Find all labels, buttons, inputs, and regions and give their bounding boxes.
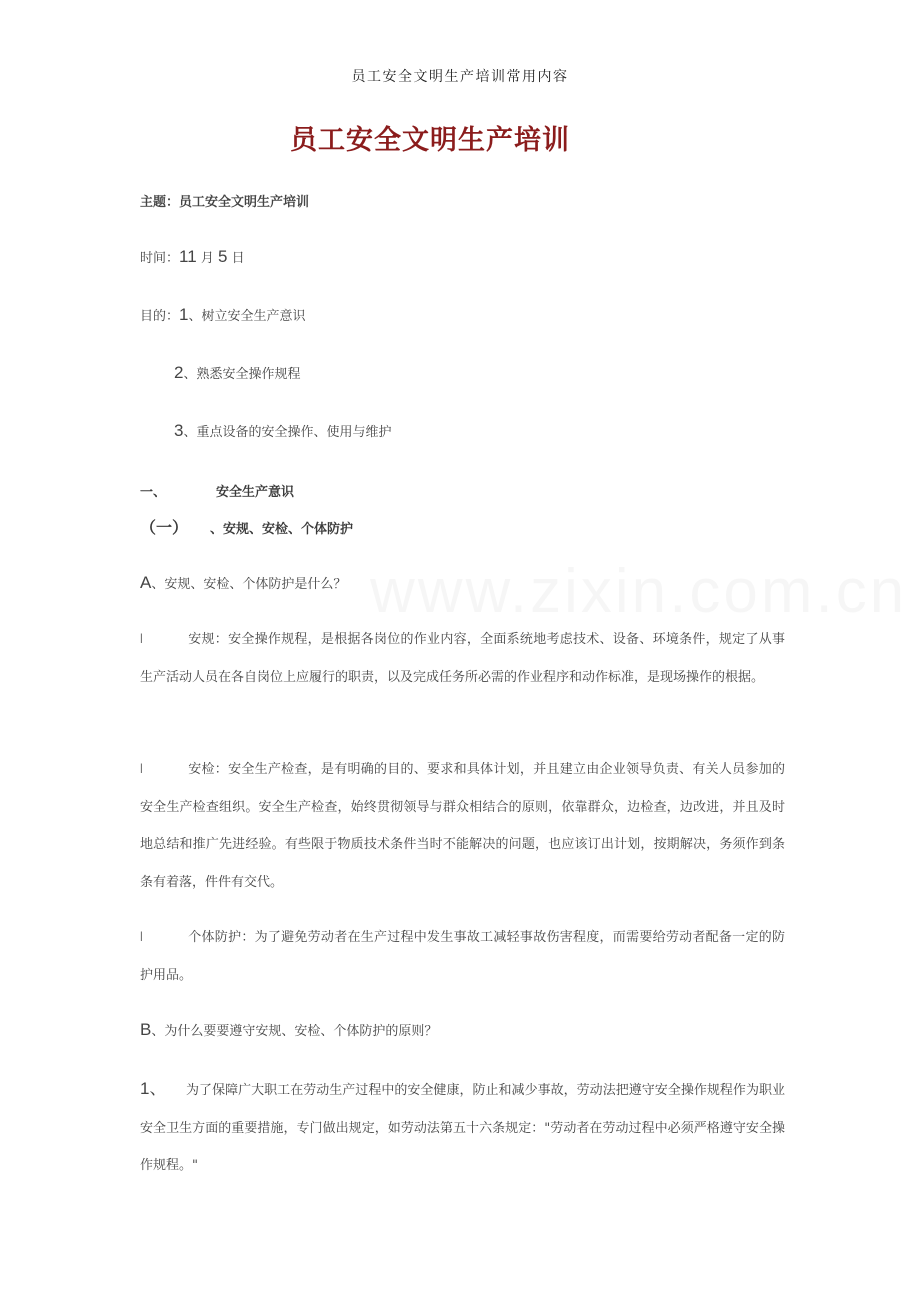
time-month-unit: 月 xyxy=(200,251,214,266)
subsection-heading xyxy=(140,515,353,538)
time-month: 11 xyxy=(179,247,197,266)
part-text: 、安规、安检、个体防护是什么？ xyxy=(151,577,347,592)
page-header-title: 员工安全文明生产培训常用内容 xyxy=(351,69,569,85)
part-letter: B xyxy=(140,1020,152,1039)
bullet-mark: l xyxy=(140,631,143,646)
bullet-paragraph-anguei xyxy=(140,620,785,696)
goal-line-1 xyxy=(140,305,306,325)
subsection-number: （一） xyxy=(140,518,189,537)
section-heading xyxy=(140,481,294,500)
time-label: 时间： xyxy=(140,251,180,266)
goal-num: 2 xyxy=(174,363,184,382)
part-text: 、为什么要要遵守安规、安检、个体防护的原则？ xyxy=(151,1024,438,1039)
theme-line: 主题：员工安全文明生产培训 xyxy=(140,195,310,210)
point-number: 1、 xyxy=(140,1079,167,1098)
goal-num: 3 xyxy=(174,421,184,440)
subsection-title: 、安规、安检、个体防护 xyxy=(210,522,354,537)
goal-text: 、树立安全生产意识 xyxy=(188,309,306,324)
bullet-paragraph-anjian xyxy=(140,750,785,901)
goal-num: 1 xyxy=(179,305,189,324)
time-day-unit: 日 xyxy=(231,251,245,266)
goal-text: 、重点设备的安全操作、使用与维护 xyxy=(183,425,392,440)
goal-text: 、熟悉安全操作规程 xyxy=(183,367,301,382)
goal-line-2 xyxy=(174,363,300,383)
goal-line-3 xyxy=(174,421,391,441)
numbered-paragraph-1 xyxy=(140,1070,785,1185)
goal-label: 目的： xyxy=(140,309,180,324)
watermark xyxy=(370,556,907,627)
part-b-heading xyxy=(140,1020,437,1040)
bullet-text: 个体防护：为了避免劳动者在生产过程中发生事故工减轻事故伤害程度，而需要给劳动者配备一定的防护用品。 xyxy=(140,930,785,983)
bullet-mark: l xyxy=(140,929,143,944)
part-letter: A xyxy=(140,573,152,592)
bullet-text: 安规：安全操作规程，是根据各岗位的作业内容，全面系统地考虑技术、设备、环境条件，规定了从事生产活动人员在各自岗位上应履行的职责，以及完成任务所必需的作业程序和动作标准，是现场操作的根据。 xyxy=(140,632,785,685)
bullet-paragraph-protection xyxy=(140,918,785,994)
time-day: 5 xyxy=(217,247,228,266)
bullet-mark: l xyxy=(140,761,143,776)
point-text: 为了保障广大职工在劳动生产过程中的安全健康，防止和减少事故，劳动法把遵守安全操作规程作为职业安全卫生方面的重要措施，专门做出规定，如劳动法第五十六条规定："劳动者在劳动过程中必须严格遵守安全操作规程。" xyxy=(140,1083,785,1173)
document-title: 员工安全文明生产培训 xyxy=(290,125,570,156)
section-title: 安全生产意识 xyxy=(216,485,295,500)
section-number: 一、 xyxy=(140,485,167,500)
bullet-text: 安检：安全生产检查，是有明确的目的、要求和具体计划，并且建立由企业领导负责、有关人员参加的安全生产检查组织。安全生产检查，始终贯彻领导与群众相结合的原则，依靠群众，边检查，边改进，并且及时地总结和推广先进经验。有些限于物质技术条件当时不能解决的问题，也应该订出计划，按期解决，务须作到条条有着落，件件有交代。 xyxy=(140,762,785,890)
part-a-heading xyxy=(140,573,346,593)
time-line xyxy=(140,247,245,267)
